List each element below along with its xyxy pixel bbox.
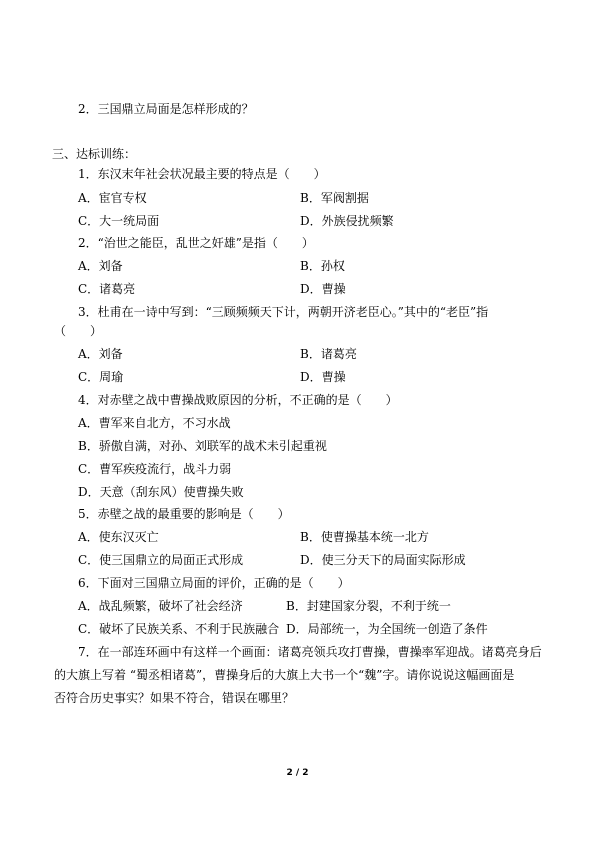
q6-option-a: A．战乱频繁，破坏了社会经济: [78, 599, 243, 613]
q4-option-c: C．曹军疾疫流行，战斗力弱: [78, 462, 232, 476]
q2-option-a: A．刘备: [78, 259, 123, 273]
q3-option-a: A．刘备: [78, 347, 123, 361]
q3-option-d: D．曹操: [300, 370, 346, 384]
q4-option-a: A．曹军来自北方，不习水战: [78, 416, 231, 430]
q6-option-d: D．局部统一，为全国统一创造了条件: [286, 622, 488, 636]
q1-option-c: C．大一统局面: [78, 214, 160, 228]
page-number: 2 / 2: [286, 768, 309, 778]
q5-stem: 5．赤壁之战的最重要的影响是（ ）: [78, 507, 290, 521]
q1-option-a: A．宦官专权: [78, 191, 147, 205]
q7-line-2: 的大旗上写着 “蜀丞相诸葛”，曹操身后的大旗上大书一个“魏”字。请你说说这幅画面是: [54, 668, 515, 682]
q5-option-b: B．使曹操基本统一北方: [300, 530, 429, 544]
q7-line-3: 否符合历史事实？如果不符合，错误在哪里？: [54, 691, 295, 705]
q4-stem: 4．对赤壁之战中曹操战败原因的分析，不正确的是（ ）: [78, 393, 398, 407]
q4-option-b: B．骄傲自满，对孙、刘联军的战术未引起重视: [78, 439, 327, 453]
q2-option-b: B．孙权: [300, 259, 345, 273]
section-title: 三、达标训练：: [52, 147, 137, 161]
q7-line-1: 7．在一部连环画中有这样一个画面：诸葛亮领兵攻打曹操，曹操率军迎战。诸葛亮身后: [78, 645, 542, 659]
q3-stem: 3．杜甫在一诗中写到：“三顾频频天下计，两朝开济老臣心。”其中的“老臣”指: [78, 305, 489, 319]
q5-option-c: C．使三国鼎立的局面正式形成: [78, 553, 244, 567]
q3-answer-paren: （ ）: [54, 324, 103, 338]
q6-option-b: B．封建国家分裂，不利于统一: [286, 599, 451, 613]
q1-stem: 1．东汉末年社会状况最主要的特点是（ ）: [78, 167, 326, 181]
q3-option-b: B．诸葛亮: [300, 347, 357, 361]
q4-option-d: D．天意（刮东风）使曹操失败: [78, 485, 244, 499]
question-2-text: 2．三国鼎立局面是怎样形成的？: [78, 102, 254, 116]
q2-stem: 2．“治世之能臣，乱世之奸雄”是指（ ）: [78, 236, 314, 250]
q3-option-c: C．周瑜: [78, 370, 124, 384]
q2-option-c: C．诸葛亮: [78, 282, 136, 296]
q5-option-a: A．使东汉灭亡: [78, 530, 159, 544]
q6-option-c: C．破坏了民族关系、不利于民族融合: [78, 622, 280, 636]
q6-stem: 6．下面对三国鼎立局面的评价，正确的是（ ）: [78, 576, 350, 590]
q1-option-d: D．外族侵扰频繁: [300, 214, 394, 228]
q1-option-b: B．军阀割据: [300, 191, 369, 205]
q5-option-d: D．使三分天下的局面实际形成: [300, 553, 466, 567]
q2-option-d: D．曹操: [300, 282, 346, 296]
